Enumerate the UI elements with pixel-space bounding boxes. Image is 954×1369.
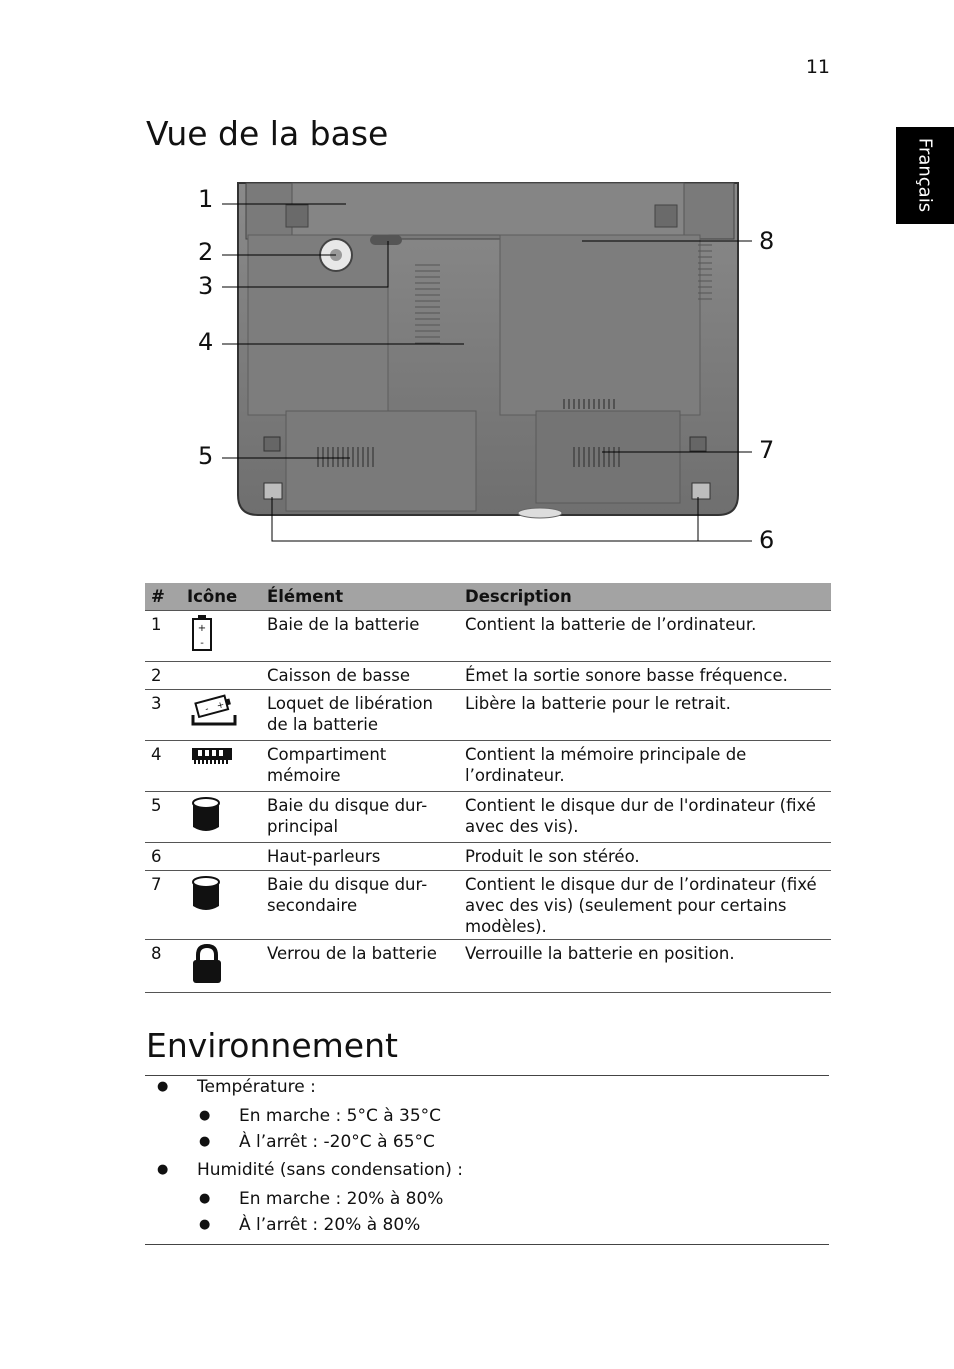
list-item-temp-on: En marche : 5°C à 35°C (239, 1106, 442, 1126)
row-description: Libère la batterie pour le retrait. (461, 690, 831, 741)
row-num: 7 (145, 871, 183, 940)
callout-6: 6 (759, 526, 775, 554)
laptop-bottom-figure (190, 175, 790, 560)
table-row (145, 611, 831, 662)
bullet-icon: ● (199, 1134, 211, 1149)
page-number: 11 (805, 56, 830, 78)
components-table (145, 583, 831, 993)
row-description: Émet la sortie sonore basse fréquence. (461, 662, 831, 690)
table-row (145, 662, 831, 690)
list-item-hum-on: En marche : 20% à 80% (239, 1189, 444, 1209)
svg-text:-: - (204, 704, 210, 715)
callout-1: 1 (198, 185, 214, 213)
table-row (145, 792, 831, 843)
bullet-icon: ● (199, 1191, 211, 1206)
callout-4: 4 (198, 328, 214, 356)
section-title-environment: Environnement (146, 1026, 398, 1065)
row-num: 2 (145, 662, 183, 690)
bullet-icon: ● (199, 1217, 211, 1232)
table-row (145, 741, 831, 792)
section-title-base: Vue de la base (146, 114, 389, 153)
svg-text:-: - (200, 638, 204, 649)
bullet-icon: ● (157, 1162, 169, 1177)
svg-text:+: + (215, 700, 226, 712)
row-element: Caisson de basse (263, 662, 461, 690)
row-num: 3 (145, 690, 183, 741)
row-element: Loquet de libération de la batterie (263, 690, 461, 741)
list-item-humidity: Humidité (sans condensation) : (197, 1160, 463, 1180)
row-description: Contient la batterie de l’ordinateur. (461, 611, 831, 662)
table-header-row (145, 583, 831, 611)
lock-icon (191, 943, 223, 985)
laptop-bottom-drawing (190, 175, 790, 560)
callout-7: 7 (759, 436, 775, 464)
environment-list (145, 1075, 829, 1245)
row-element: Haut-parleurs (263, 843, 461, 871)
row-element: Compartiment mémoire (263, 741, 461, 792)
row-description: Verrouille la batterie en position. (461, 940, 831, 993)
table-row (145, 690, 831, 741)
memory-icon (191, 744, 233, 766)
hard-disk-icon (191, 795, 221, 835)
row-description: Produit le son stéréo. (461, 843, 831, 871)
row-element: Baie du disque dur- principal (263, 792, 461, 843)
table-row (145, 871, 831, 940)
svg-text:+: + (197, 623, 207, 634)
callout-8: 8 (759, 227, 775, 255)
row-num: 4 (145, 741, 183, 792)
list-item-temp-off: À l’arrêt : -20°C à 65°C (239, 1132, 435, 1152)
row-num: 8 (145, 940, 183, 993)
row-num: 6 (145, 843, 183, 871)
battery-release-icon (191, 693, 237, 727)
table-row (145, 843, 831, 871)
row-num: 1 (145, 611, 183, 662)
callout-5: 5 (198, 442, 214, 470)
callout-2: 2 (198, 238, 214, 266)
header-description: Description (461, 583, 831, 611)
row-element: Baie de la batterie (263, 611, 461, 662)
callout-3: 3 (198, 272, 214, 300)
table-row (145, 940, 831, 993)
header-num: # (145, 583, 183, 611)
language-tab (896, 127, 954, 224)
bullet-icon: ● (157, 1079, 169, 1094)
row-element: Baie du disque dur- secondaire (263, 871, 461, 940)
list-item-temperature: Température : (197, 1077, 316, 1097)
battery-icon (191, 614, 213, 652)
row-description: Contient la mémoire principale de l’ordinateur. (461, 741, 831, 792)
header-element: Élément (263, 583, 461, 611)
row-num: 5 (145, 792, 183, 843)
bullet-icon: ● (199, 1108, 211, 1123)
list-item-hum-off: À l’arrêt : 20% à 80% (239, 1215, 421, 1235)
row-description: Contient le disque dur de l'ordinateur (fixé avec des vis). (461, 792, 831, 843)
hard-disk-icon (191, 874, 221, 914)
header-icon: Icône (183, 583, 263, 611)
row-element: Verrou de la batterie (263, 940, 461, 993)
language-tab-label: Français (914, 137, 936, 213)
row-description: Contient le disque dur de l’ordinateur (fixé avec des vis) (seulement pour certains modèles). (461, 871, 831, 940)
